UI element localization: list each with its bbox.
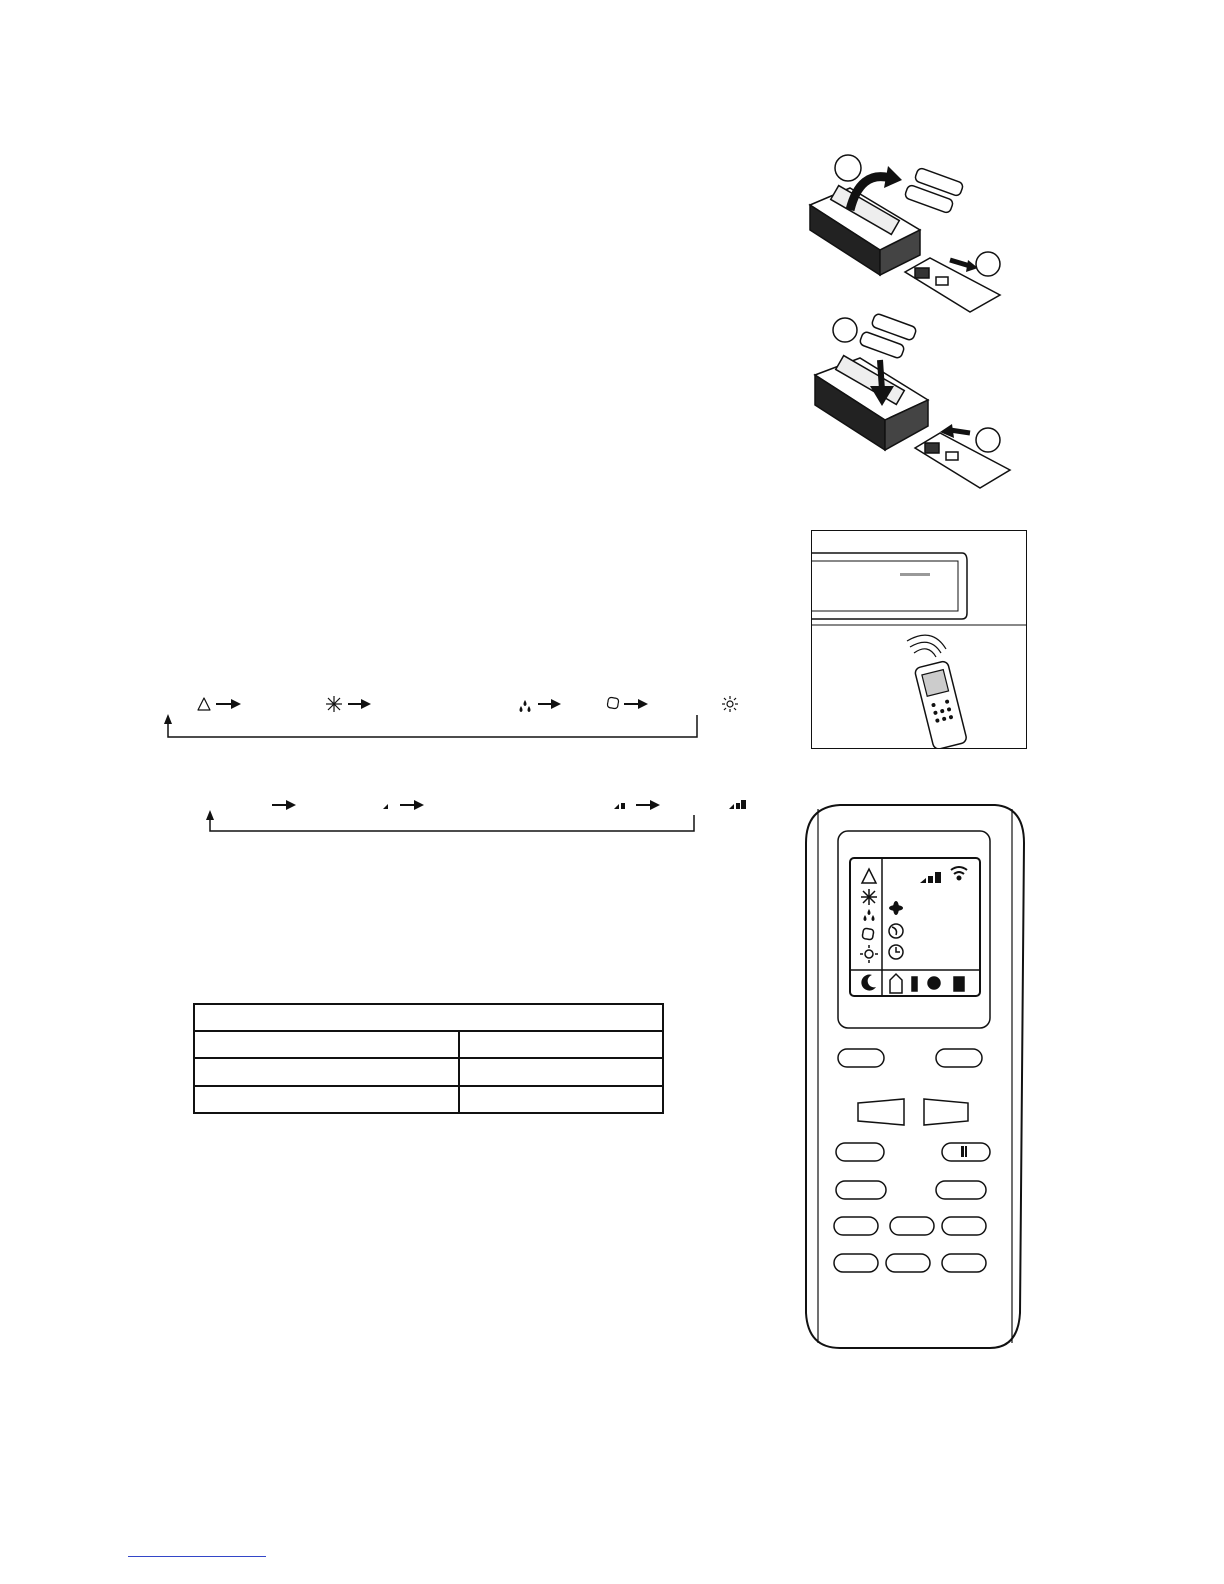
clean-icon: [928, 977, 940, 989]
signal-waves-icon: [907, 635, 946, 657]
step-marker-2: [976, 252, 1000, 276]
footer-link-underline: [128, 1556, 266, 1557]
arrow-1: [272, 800, 296, 810]
arrow-1: [216, 699, 241, 709]
table-header-cell: [195, 1005, 662, 1031]
arrow-2: [348, 699, 371, 709]
remote-body-open-bottom: [815, 356, 928, 450]
remote-button[interactable]: [834, 1217, 878, 1235]
batteries-top: [904, 167, 964, 214]
remote-button[interactable]: [942, 1254, 986, 1272]
step-marker-4: [976, 428, 1000, 452]
remote-control-figure: [800, 803, 1030, 1353]
sun-heat-icon: [722, 696, 738, 712]
table-row: [197, 1089, 453, 1109]
snowflake-cool-icon: [326, 696, 342, 712]
step-marker-1: [835, 155, 861, 181]
step-marker-3: [833, 318, 857, 342]
lock-icon: [954, 977, 964, 991]
remote-button[interactable]: [836, 1143, 884, 1161]
remote-button[interactable]: [936, 1049, 982, 1067]
remote-body-open-top: [810, 186, 920, 275]
arrow-2: [400, 800, 424, 810]
fan-return-line: [210, 815, 694, 831]
temp-up-button[interactable]: [924, 1099, 968, 1125]
handheld-remote: [914, 660, 967, 749]
mode-cycle-diagram: [158, 690, 758, 745]
remote-button[interactable]: [838, 1049, 884, 1067]
batteries-bottom: [859, 313, 917, 359]
remote-button[interactable]: [890, 1217, 934, 1235]
info-table: [193, 1003, 664, 1114]
remote-button[interactable]: [886, 1254, 930, 1272]
snowflake-icon: [861, 889, 877, 905]
remote-button[interactable]: [834, 1254, 878, 1272]
battery-install-figure: [800, 150, 1040, 510]
remote-button[interactable]: [942, 1217, 986, 1235]
fan-speed-low-icon: [383, 804, 388, 809]
fan-speed-medium-icon: [614, 803, 625, 809]
light-icon: [912, 977, 917, 991]
signal-figure: [811, 530, 1027, 749]
fan-cycle-diagram: [200, 795, 760, 840]
mode-return-line: [168, 715, 697, 737]
remote-button[interactable]: [836, 1181, 886, 1199]
table-row: [197, 1061, 453, 1081]
arrow-4: [624, 699, 648, 709]
arrow-3: [636, 800, 660, 810]
remote-button[interactable]: [936, 1181, 986, 1199]
indoor-unit: [812, 553, 967, 619]
auto-triangle-icon: [198, 698, 210, 710]
table-row: [197, 1034, 453, 1054]
fan-speed-high-icon: [729, 800, 746, 809]
droplets-dry-icon: [520, 700, 531, 712]
fan-icon: [608, 698, 619, 709]
arrow-3: [538, 699, 561, 709]
temp-down-button[interactable]: [858, 1099, 904, 1125]
